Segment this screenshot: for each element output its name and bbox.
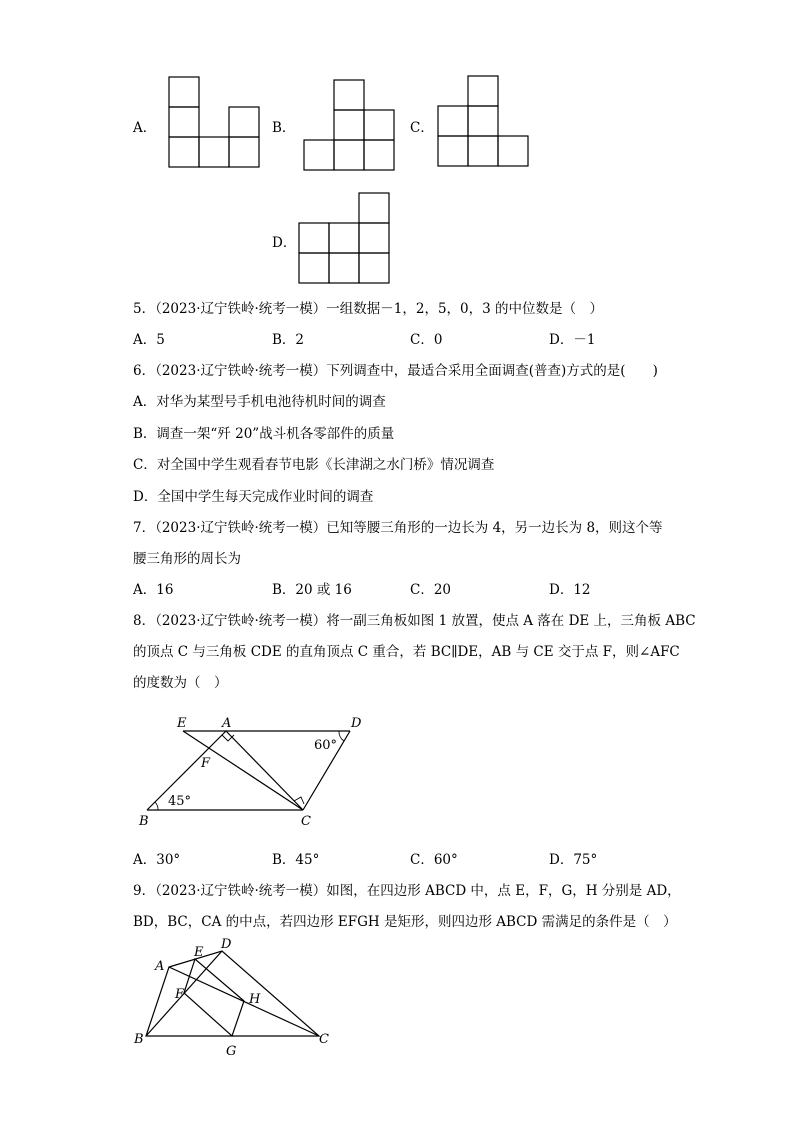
- q9-label-h: H: [249, 992, 261, 1007]
- q9-label-e: E: [194, 945, 204, 960]
- q5-option-b: B．2: [272, 332, 305, 348]
- q7-option-d: D．12: [549, 582, 591, 598]
- q7-option-c: C．20: [410, 582, 452, 598]
- q8-label-a: A: [222, 716, 232, 731]
- q9-label-a: A: [155, 959, 165, 974]
- q6-option-b: B．调查一架“歼 20”战斗机各零部件的质量: [133, 426, 395, 442]
- q9-stem-line1: 9．（2023·辽宁铁岭·统考一模）如图，在四边形 ABCD 中，点 E，F，G，H 分别是 AD，: [133, 883, 681, 899]
- q9-label-b: B: [134, 1032, 144, 1047]
- q8-angle-b: 45°: [168, 794, 192, 809]
- q7-option-a: A．16: [133, 582, 174, 598]
- q5-option-a: A．5: [133, 332, 165, 348]
- q9-label-g: G: [226, 1044, 237, 1059]
- q9-stem-line2: BD，BC，CA 的中点，若四边形 EFGH 是矩形，则四边形 ABCD 需满足的条件是（ ）: [133, 914, 677, 930]
- q7-stem-line2: 腰三角形的周长为: [133, 551, 241, 567]
- q4-figure-b: [304, 80, 394, 170]
- q7-option-b: B．20 或 16: [272, 582, 352, 598]
- q8-option-a: A．30°: [133, 852, 181, 868]
- q5-stem: 5．（2023·辽宁铁岭·统考一模）一组数据－1，2，5，0，3 的中位数是（ ）: [133, 301, 604, 317]
- q4-figure-a: [169, 77, 259, 167]
- q8-option-d: D．75°: [549, 852, 598, 868]
- q6-option-a: A．对华为某型号手机电池待机时间的调查: [133, 394, 386, 410]
- q8-angle-d: 60°: [314, 738, 338, 753]
- q9-label-d: D: [221, 937, 232, 952]
- q9-label-f: F: [175, 987, 185, 1002]
- q4-figure-c: [438, 76, 528, 166]
- q5-option-c: C．0: [410, 332, 443, 348]
- q4-option-a-label: A．: [133, 120, 157, 136]
- q6-option-c: C．对全国中学生观看春节电影《长津湖之水门桥》情况调查: [133, 457, 495, 473]
- q4-option-d-label: D．: [272, 235, 297, 251]
- q4-option-b-label: B．: [272, 120, 296, 136]
- q8-label-c: C: [301, 814, 311, 829]
- q9-label-c: C: [319, 1032, 329, 1047]
- q9-lines: [146, 951, 319, 1036]
- q8-label-b: B: [139, 814, 149, 829]
- q4-option-c-label: C．: [410, 120, 434, 136]
- q6-option-d: D．全国中学生每天完成作业时间的调查: [133, 489, 374, 505]
- q5-option-d: D．－1: [549, 332, 596, 348]
- q8-option-c: C．60°: [410, 852, 458, 868]
- q7-stem-line1: 7．（2023·辽宁铁岭·统考一模）已知等腰三角形的一边长为 4，另一边长为 8，则这个等: [133, 520, 663, 536]
- q4-figure-d: [299, 193, 389, 283]
- q8-option-b: B．45°: [272, 852, 320, 868]
- q8-label-e: E: [177, 716, 187, 731]
- q8-lines: [147, 731, 350, 810]
- q8-label-f: F: [201, 756, 211, 771]
- q8-stem-line1: 8．（2023·辽宁铁岭·统考一模）将一副三角板如图 1 放置，使点 A 落在 DE 上，三角板 ABC: [133, 613, 696, 629]
- q8-stem-line2: 的顶点 C 与三角板 CDE 的直角顶点 C 重合，若 BC∥DE，AB 与 CE 交于点 F，则∠AFC: [133, 644, 680, 660]
- q8-stem-line3: 的度数为（ ）: [133, 675, 228, 691]
- q6-stem: 6．（2023·辽宁铁岭·统考一模）下列调查中，最适合采用全面调查(普查)方式的是( ): [133, 363, 658, 379]
- q4-figures: [0, 0, 794, 300]
- q8-label-d: D: [351, 716, 362, 731]
